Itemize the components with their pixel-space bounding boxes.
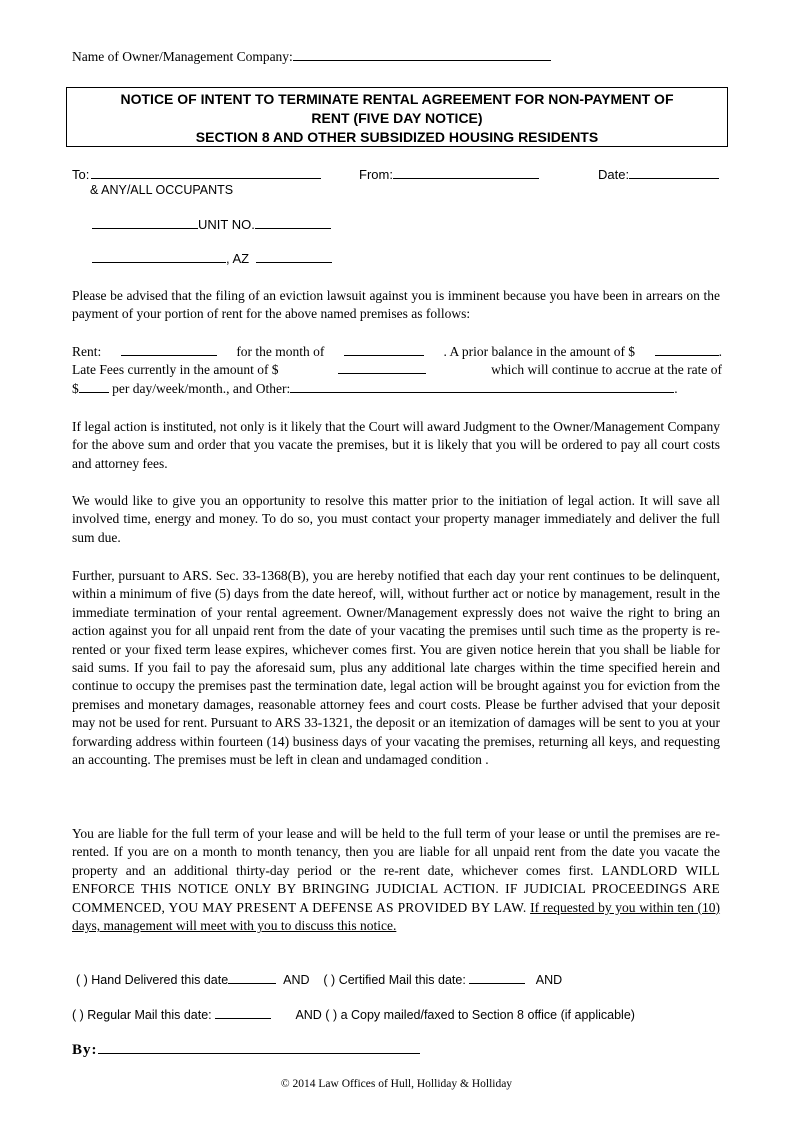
to-field (72, 167, 321, 182)
owner-blank[interactable] (293, 49, 551, 61)
unit-field (92, 217, 331, 232)
landlord-enforce-text: LANDLORD WILL ENFORCE THIS NOTICE ONLY BY BRINGING JUDICIAL ACTION. IF JUDICIAL PROCEEDINGS ARE COMMENCED, YOU MAY PRESENT A DEFENSE AS PROVIDED BY LAW. (72, 862, 720, 915)
notice-title-box (66, 87, 728, 147)
copy-mailed-label: AND ( ) a Copy mailed/faxed to Section 8 office (if applicable) (295, 1008, 635, 1022)
certified-mail-label: ( ) Certified Mail this date: (323, 973, 466, 987)
hand-delivered-label: ( ) Hand Delivered this date (76, 973, 229, 987)
rent-label: Rent: (72, 344, 102, 359)
month-blank[interactable] (344, 343, 424, 356)
prior-balance-blank[interactable] (655, 343, 719, 356)
address-blank[interactable] (92, 217, 198, 229)
dollar-sign: $ (72, 380, 79, 396)
paragraph-legal-action: If legal action is instituted, not only is it likely that the Court will award Judgment to the Owner/Management Company for the above sum and order that you vacate the premises, but it is likely that you will be ordered to pay all court costs and attorney fees. (72, 419, 720, 471)
hand-delivered-date-blank[interactable] (228, 972, 276, 984)
regular-mail-date-blank[interactable] (215, 1007, 271, 1019)
unit-label: UNIT NO. (198, 217, 255, 232)
per-label: per day/week/month., and Other: (112, 380, 291, 396)
zip-blank[interactable] (256, 251, 332, 263)
certified-mail-date-blank[interactable] (469, 972, 525, 984)
prior-balance-label: . A prior balance in the amount of $ (443, 344, 636, 359)
paragraph-termination: Further, pursuant to ARS. Sec. 33-1368(B), you are hereby notified that each day your rent continues to be delinquent, within a minimum of five (5) days from the date hereof, will, without further act or notice by management, result in the immediate termination of your rental agreement. Owner/Management expressly does not waive the right to bring an action against you for all unpaid rent from the date of your vacating the premises until such time as the property is re-rented or your fixed term lease expires, whichever comes first. You are given notice herein that you shall be liable for said sums. If you fail to pay the aforesaid sum, plus any additional late charges within the time specified herein and continue to occupy the premises past the termination date, legal action will be brought against you for eviction from the premises and monetary damages, reasonable attorney fees and court costs. Please be further advised that your deposit may not be used for rent. Pursuant to ARS 33-1321, the deposit or an itemization of damages will be sent to you at your forwarding address within fourteen (14) business days of your vacating the premises, returning all keys, and requesting an accounting. The premises must be left in clean and undamaged condition . (72, 568, 720, 768)
paragraph-amounts (72, 343, 722, 398)
accrue-label: which will continue to accrue at the rate of (491, 362, 722, 378)
rate-blank[interactable] (79, 380, 109, 393)
signature-line (72, 1040, 420, 1059)
rent-line: Rent: for the month of . A prior balance in the amount of $ . (72, 343, 722, 361)
az-label: , AZ (226, 251, 250, 266)
delivery-line-1 (76, 972, 562, 987)
paragraph-arrears: Please be advised that the filing of an eviction lawsuit against you is imminent because you have been in arrears on the payment of your portion of rent for the above named premises as follows: (72, 288, 720, 322)
meeting-request-text: If requested by you within ten (10) days, management will meet with you to discuss this notice. (72, 899, 721, 934)
city-blank[interactable] (92, 251, 226, 263)
unit-blank[interactable] (255, 217, 331, 229)
late-fee-blank[interactable] (338, 361, 426, 374)
rent-blank[interactable] (121, 343, 217, 356)
owner-company-line (72, 49, 551, 65)
regular-mail-label: ( ) Regular Mail this date: (72, 1008, 212, 1022)
to-blank[interactable] (91, 167, 321, 179)
from-label: From: (359, 167, 393, 182)
late-fee-line (72, 361, 722, 379)
rate-line: $ per day/week/month., and Other: . (72, 380, 678, 396)
city-field (92, 251, 332, 266)
date-blank[interactable] (629, 167, 719, 179)
date-field (598, 167, 719, 182)
date-label: Date: (598, 167, 630, 182)
month-label: for the month of (236, 344, 325, 359)
liability-text: You are liable for the full term of your lease and will be held to the full term of your lease or until the premises are re-rented. If you are on a month to month tenancy, then you are liable for all unpaid rent from the date you vacate the property and an additional thirty-day period or the re-rent date, whichever comes first. (72, 826, 720, 878)
footer-copyright: © 2014 Law Offices of Hull, Holliday & Holliday (280, 1078, 513, 1090)
by-label: By: (72, 1042, 98, 1058)
from-blank[interactable] (393, 167, 539, 179)
paragraph-liability (72, 825, 720, 935)
paragraph-resolve: We would like to give you an opportunity to resolve this matter prior to the initiation of legal action. It will save all involved time, energy and money. To do so, you must contact your property manager immediately and deliver the full sum due. (72, 493, 720, 545)
from-field (359, 167, 539, 182)
title-line-2: RENT (FIVE DAY NOTICE) (311, 110, 483, 126)
owner-label: Name of Owner/Management Company: (72, 49, 293, 64)
delivery-line-2 (72, 1007, 635, 1022)
signature-blank[interactable] (98, 1040, 420, 1054)
and-label-2: AND (535, 973, 563, 987)
occupants-label: & ANY/ALL OCCUPANTS (90, 183, 234, 197)
late-fee-label: Late Fees currently in the amount of $ (72, 362, 279, 378)
and-label-1: AND (283, 973, 310, 987)
to-label: To: (72, 167, 90, 182)
other-blank[interactable] (290, 380, 674, 393)
title-line-3: SECTION 8 AND OTHER SUBSIDIZED HOUSING RESIDENTS (195, 129, 599, 145)
title-line-1: NOTICE OF INTENT TO TERMINATE RENTAL AGREEMENT FOR NON-PAYMENT OF (120, 91, 674, 107)
